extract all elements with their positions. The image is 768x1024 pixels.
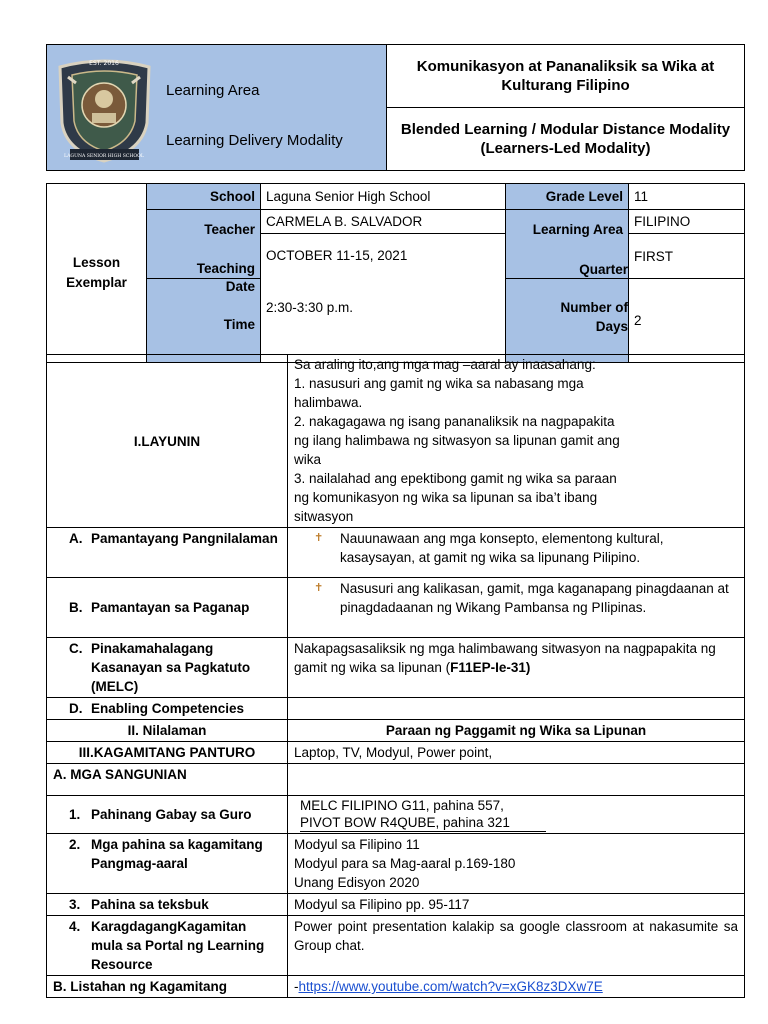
pamantayang-pangnilalaman-value-cell [288,528,745,578]
listahan-value-cell [288,976,745,998]
seal-top-text: EST. 2016 [89,60,119,67]
youtube-link[interactable]: https://www.youtube.com/watch?v=xGK8z3DXw7E [298,979,603,994]
layunin-line: sitwasyon [294,509,354,524]
lesson-plan-table [46,354,745,998]
teacher-label: Teacher [204,222,255,237]
days-label-2: Days [595,319,628,334]
time-label: Time [223,317,255,332]
pahinang-gabay-line: PIVOT BOW R4QUBE, pahina 321 [300,814,546,832]
pamantayang-pangnilalaman-cell [47,528,288,578]
school-label: School [147,184,261,210]
pamantayang-pangnilalaman-label: Pamantayang Pangnilalaman [91,531,278,546]
modality-value: Blended Learning / Modular Distance Modality (Learners-Led Modality) [387,108,745,171]
karagdagang-kagamitan-label: KaragdagangKagamitan mula sa Portal ng Learning Resource [91,919,265,972]
item-number: 1. [69,807,81,822]
layunin-line: ng ilang halimbawa ng sitwasyon sa lipunan gamit ang [294,433,620,448]
melc-cell [47,638,288,698]
layunin-content [288,355,745,528]
learning-area-value: Komunikasyon at Pananaliksik sa Wika at Kulturang Filipino [387,45,745,108]
bullet-icon: ✝ [314,582,324,594]
date-label: Date [225,279,255,294]
school-value: Laguna Senior High School [261,184,506,210]
karagdagang-kagamitan-value: Power point presentation kalakip sa google classroom at nakasumite sa Group chat. [288,916,745,976]
quarter-value-cell [629,234,745,279]
layunin-line: ng komunikasyon ng wika sa lipunan sa iba’t ibang [294,490,598,505]
mga-sangunian-label: A. MGA SANGUNIAN [47,764,288,796]
pahina-kagamitang-line: Modyul sa Filipino 11 [294,837,420,852]
layunin-line: 1. nasusuri ang gamit ng wika sa nabasang mga [294,376,584,391]
pahinang-gabay-cell [47,796,288,834]
item-number: 4. [69,919,81,934]
pahina-kagamitang-label: Mga pahina sa kagamitang Pangmag-aaral [91,837,263,871]
bullet-icon: ✝ [314,532,324,544]
pamantayan-paganap-label: Pamantayan sa Paganap [91,600,250,615]
melc-label: Pinakamahalagang Kasanayan sa Pagkatuto (MELC) [91,641,251,694]
kagamitang-panturo-value: Laptop, TV, Modyul, Power point, [288,742,745,764]
melc-value-cell [288,638,745,698]
learning-area-label: Learning Area [166,82,260,99]
quarter-days-labels [508,260,628,336]
pahinang-gabay-value-cell [288,796,745,834]
nilalaman-label: II. Nilalaman [47,720,288,742]
pahina-kagamitang-value-cell [288,834,745,894]
school-seal-icon [52,53,157,165]
time-value: 2:30-3:30 p.m. [266,300,354,315]
listahan-prefix: - [294,979,299,994]
item-number: D. [69,701,83,716]
pahina-teksbuk-value: Modyul sa Filipino pp. 95-117 [288,894,745,916]
item-number: 3. [69,897,81,912]
layunin-line: Sa araling ito,ang mga mag –aaral ay inaasahang: [294,357,596,372]
enabling-competencies-value [288,698,745,720]
pahina-teksbuk-cell [47,894,288,916]
item-number: 2. [69,837,81,852]
days-value: 2 [629,279,745,363]
melc-value: Nakapagsasaliksik ng mga halimbawang sitwasyon na nagpapakita ng gamit ng wika sa lipunan ( [294,641,716,675]
karagdagang-kagamitan-cell [47,916,288,976]
learning-area-info-label: Learning Area [532,222,623,237]
pamantayan-paganap-value-cell [288,578,745,638]
pahina-kagamitang-cell [47,834,288,894]
layunin-label: I.LAYUNIN [47,355,288,528]
teaching-date-time-labels [147,260,255,334]
date-time-cell [261,234,506,363]
pamantayan-paganap-value: Nasusuri ang kalikasan, gamit, mga kaganapang pinagdaanan at pinagdadaanan ng Wikang Pambansa ng PIlipinas. [340,581,729,615]
layunin-line: halimbawa. [294,395,363,410]
header-table [46,44,745,171]
pahina-teksbuk-label: Pahina sa teksbuk [91,897,209,912]
enabling-competencies-cell [47,698,288,720]
learning-delivery-modality-label: Learning Delivery Modality [166,132,343,149]
pahina-kagamitang-line: Modyul para sa Mag-aaral p.169-180 [294,856,516,871]
pamantayan-paganap-cell [47,578,288,638]
pahinang-gabay-label: Pahinang Gabay sa Guro [91,807,252,822]
pamantayang-pangnilalaman-value: Nauunawaan ang mga konsepto, elementong kultural, kasaysayan, at gamit ng wika sa lipunang Pilipino. [340,531,664,565]
grade-level-label: Grade Level [506,184,629,210]
teacher-value: CARMELA B. SALVADOR [261,210,506,234]
seal-bottom-text: LAGUNA SENIOR HIGH SCHOOL [64,154,144,159]
nilalaman-value: Paraan ng Paggamit ng Wika sa Lipunan [288,720,745,742]
lesson-exemplar-label: Lesson Exemplar [47,184,147,363]
pahinang-gabay-line: MELC FILIPINO G11, pahina 557, [300,798,504,813]
layunin-line: wika [294,452,322,467]
mga-sangunian-value [288,764,745,796]
layunin-line: 3. nailalahad ang epektibong gamit ng wika sa paraan [294,471,617,486]
learning-area-info-value: FILIPINO [629,210,745,234]
date-value: OCTOBER 11-15, 2021 [266,248,408,263]
quarter-label: Quarter [579,262,628,277]
kagamitang-panturo-label: III.KAGAMITANG PANTURO [47,742,288,764]
melc-code: F11EP-Ie-31) [450,660,531,675]
listahan-label: B. Listahan ng Kagamitang [47,976,288,998]
enabling-competencies-label: Enabling Competencies [91,701,245,716]
header-label-cell [47,45,387,171]
days-label-1: Number of [560,300,628,315]
quarter-value: FIRST [634,248,673,264]
pahina-kagamitang-line: Unang Edisyon 2020 [294,875,420,890]
grade-level-value: 11 [629,184,745,210]
layunin-line: 2. nakagagawa ng isang pananaliksik na nagpapakita [294,414,615,429]
item-number: B. [69,600,83,615]
item-number: A. [69,531,83,546]
teaching-label: Teaching [196,261,255,276]
item-number: C. [69,641,83,656]
